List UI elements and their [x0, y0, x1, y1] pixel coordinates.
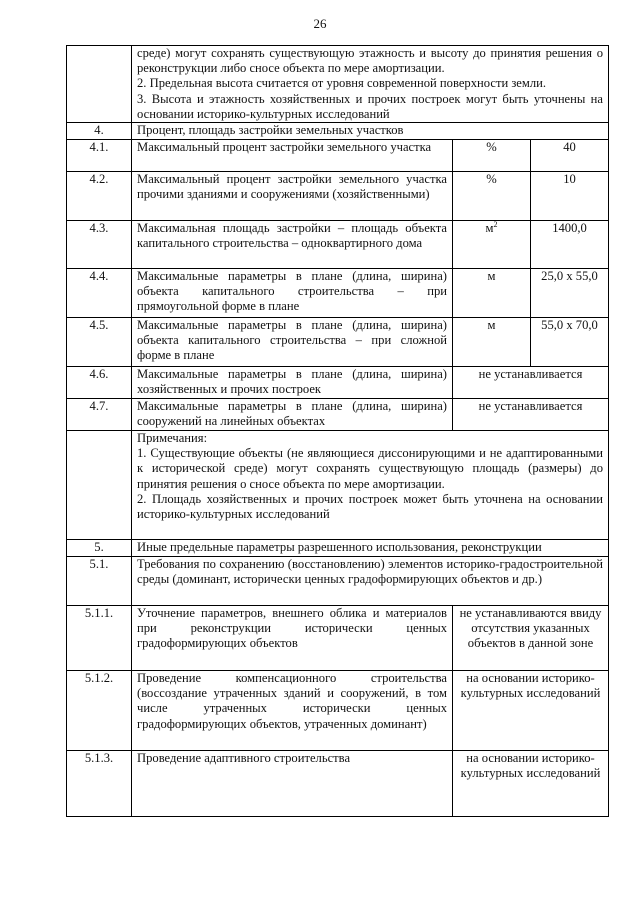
table-row	[67, 606, 609, 671]
row-number: 4.1.	[67, 140, 132, 172]
note-item: 1. Существующие объекты (не являющиеся диссонирующими и не адаптированными к исторической среде) могут сохранять существующую площадь (размеры) до принятия решения о сносе объекта по мере амортизации.	[137, 446, 604, 491]
value-cell: не устанавливается	[453, 399, 609, 431]
value-cell: 25,0 х 55,0	[531, 269, 609, 318]
unit-text: м	[485, 221, 494, 236]
continuation-line: 3. Высота и этажность хозяйственных и прочих построек могут быть уточнены на основании историко-культурных исследований	[137, 91, 604, 121]
row-number-cell	[67, 46, 132, 123]
unit-cell	[453, 221, 531, 269]
value-cell: 10	[531, 172, 609, 221]
parameter-name: Максимальные параметры в плане (длина, ширина) объекта капитального строительства – при прямоугольной форме в плане	[132, 269, 453, 318]
section-number: 4.	[67, 123, 132, 140]
row-number: 5.1.1.	[67, 606, 132, 671]
table-row	[67, 318, 609, 367]
page-number: 26	[313, 16, 327, 31]
continuation-line: 2. Предельная высота считается от уровня современной поверхности земли.	[137, 76, 547, 91]
value-cell: не устанавливается	[453, 367, 609, 399]
continuation-cell	[132, 46, 609, 123]
notes-row	[67, 431, 609, 540]
parameter-name: Максимальный процент застройки земельного участка прочими зданиями и сооружениями (хозяйственными)	[132, 172, 453, 221]
table-row	[67, 221, 609, 269]
row-number: 5.1.	[67, 557, 132, 606]
parameter-name: Максимальная площадь застройки – площадь объекта капитального строительства – одноквартирного дома	[132, 221, 453, 269]
value-cell: 55,0 х 70,0	[531, 318, 609, 367]
table-row	[67, 751, 609, 817]
parameter-name: Максимальные параметры в плане (длина, ширина) сооружений на линейных объектах	[132, 399, 453, 431]
row-number: 4.6.	[67, 367, 132, 399]
value-cell: на основании историко-культурных исследований	[453, 751, 609, 817]
section-header-row	[67, 123, 609, 140]
section-title: Процент, площадь застройки земельных участков	[132, 123, 609, 140]
row-number: 4.3.	[67, 221, 132, 269]
table-row	[67, 671, 609, 751]
value-cell: на основании историко-культурных исследований	[453, 671, 609, 751]
value-cell: не устанавливаются ввиду отсутствия указанных объектов в данной зоне	[453, 606, 609, 671]
row-number: 5.1.2.	[67, 671, 132, 751]
note-item: 2. Площадь хозяйственных и прочих построек может быть уточнена на основании историко-культурных исследований	[137, 491, 604, 522]
table-row	[67, 172, 609, 221]
unit-superscript: 2	[493, 220, 498, 229]
section-title: Иные предельные параметры разрешенного использования, реконструкции	[132, 540, 609, 557]
unit-cell: %	[453, 140, 531, 172]
table-row	[67, 46, 609, 123]
value-cell: 1400,0	[531, 221, 609, 269]
row-number: 4.2.	[67, 172, 132, 221]
unit-cell: м	[453, 318, 531, 367]
parameter-name: Требования по сохранению (восстановлению) элементов историко-градостроительной среды (доминант, исторически ценных градоформирующих объектов и др.)	[132, 557, 609, 606]
table-row	[67, 269, 609, 318]
notes-cell	[132, 431, 609, 540]
table-row	[67, 557, 609, 606]
regulations-table	[66, 45, 609, 817]
notes-heading: Примечания:	[137, 431, 208, 446]
row-number: 5.1.3.	[67, 751, 132, 817]
row-number: 4.5.	[67, 318, 132, 367]
row-number: 4.4.	[67, 269, 132, 318]
parameter-name: Максимальный процент застройки земельного участка	[132, 140, 453, 172]
row-number-cell	[67, 431, 132, 540]
section-number: 5.	[67, 540, 132, 557]
continuation-line: среде) могут сохранять существующую этажность и высоту до принятия решения о реконструкции либо сносе объекта по мере амортизации.	[137, 46, 604, 76]
unit-cell: м	[453, 269, 531, 318]
parameter-name: Максимальные параметры в плане (длина, ширина) объекта капитального строительства – при сложной форме в плане	[132, 318, 453, 367]
table-row	[67, 367, 609, 399]
parameter-name: Уточнение параметров, внешнего облика и материалов при реконструкции исторически ценных градоформирующих объектов	[132, 606, 453, 671]
row-number: 4.7.	[67, 399, 132, 431]
table-row	[67, 140, 609, 172]
parameter-name: Максимальные параметры в плане (длина, ширина) хозяйственных и прочих построек	[132, 367, 453, 399]
value-cell: 40	[531, 140, 609, 172]
parameter-name: Проведение компенсационного строительства (воссоздание утраченных зданий и сооружений, в том числе утраченных исторически ценных градоформирующих объектов, утраченных доминант)	[132, 671, 453, 751]
table-row	[67, 399, 609, 431]
unit-cell: %	[453, 172, 531, 221]
section-header-row	[67, 540, 609, 557]
parameter-name: Проведение адаптивного строительства	[132, 751, 453, 817]
